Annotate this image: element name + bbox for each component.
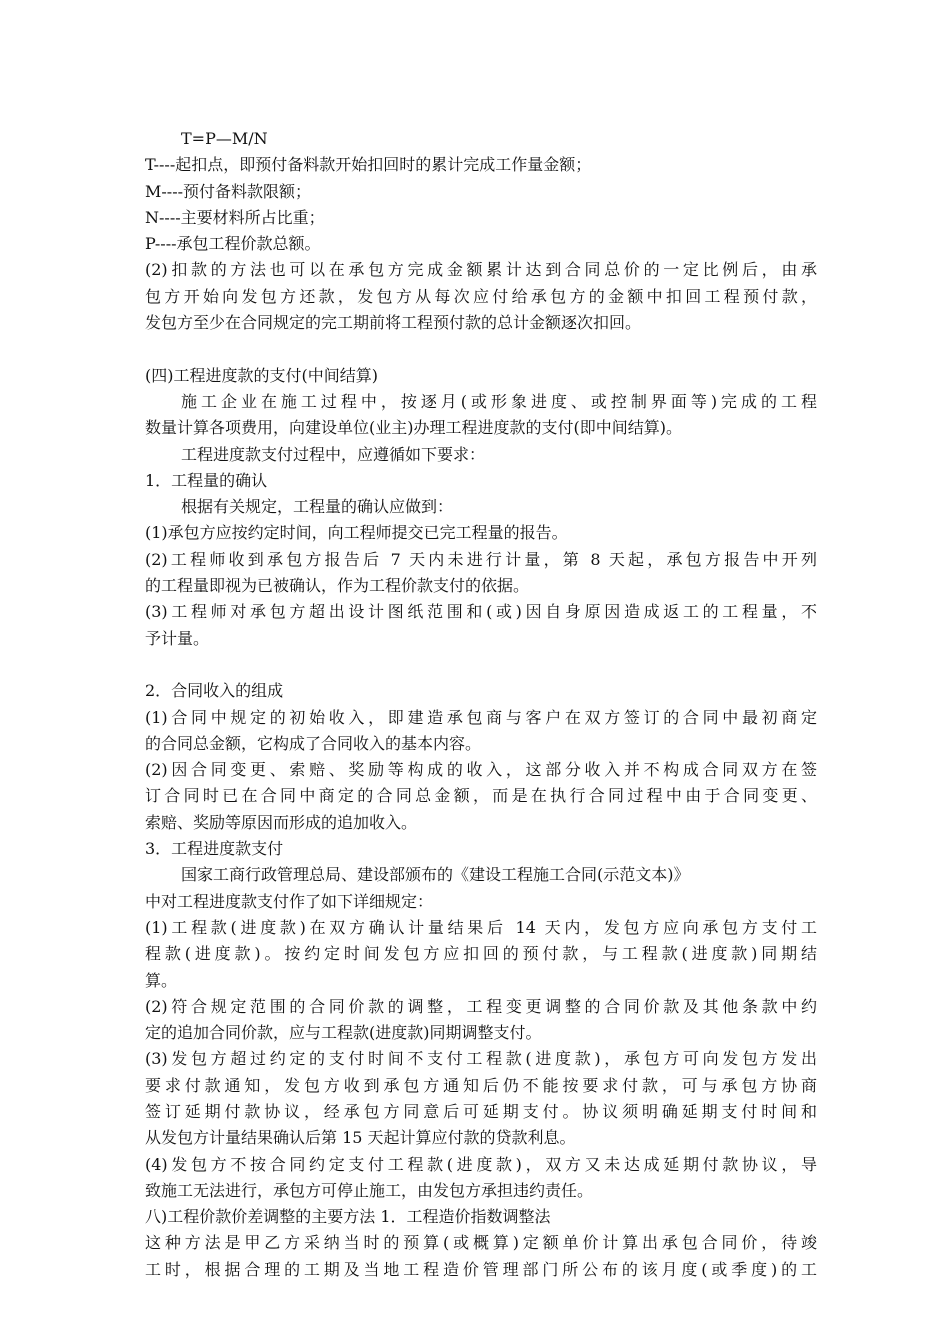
text-line: 致施工无法进行，承包方可停止施工，由发包方承担违约责任。 — [145, 1180, 594, 1200]
text-line: (4)发包方不按合同约定支付工程款(进度款)，双方又未达成延期付款协议，导 — [145, 1154, 817, 1174]
text-line: 算。 — [145, 970, 178, 990]
subsection-heading: 3．工程进度款支付 — [145, 839, 284, 859]
text-line: 包方开始向发包方还款，发包方从每次应付给承包方的金额中扣回工程预付款， — [145, 286, 817, 306]
text-line: 工程进度款支付过程中，应遵循如下要求： — [181, 444, 486, 464]
blank-line — [145, 336, 817, 362]
text-line: P----承包工程价款总额。 — [145, 234, 321, 254]
text-line: (2)符合规定范围的合同价款的调整，工程变更调整的合同价款及其他条款中约 — [145, 996, 817, 1016]
text-line: 予计量。 — [145, 628, 210, 648]
text-line: N----主要材料所占比重； — [145, 207, 325, 227]
text-line: 数量计算各项费用，向建设单位(业主)办理工程进度款的支付(即中间结算)。 — [145, 418, 682, 438]
text-line: 根据有关规定，工程量的确认应做到： — [181, 497, 454, 517]
text-line: 中对工程进度款支付作了如下详细规定： — [145, 891, 434, 911]
text-line: 的工程量即视为已被确认，作为工程价款支付的依据。 — [145, 576, 530, 596]
text-line: 国家工商行政管理总局、建设部颁布的《建设工程施工合同(示范文本)》 — [181, 865, 690, 885]
section-heading: (四)工程进度款的支付(中间结算) — [145, 365, 378, 385]
text-line: (1)合同中规定的初始收入，即建造承包商与客户在双方签订的合同中最初商定 — [145, 707, 817, 727]
text-line: 签订延期付款协议，经承包方同意后可延期支付。协议须明确延期支付时间和 — [145, 1101, 817, 1121]
text-line: (3)工程师对承包方超出设计图纸范围和(或)因自身原因造成返工的工程量，不 — [145, 602, 817, 622]
text-line: 订合同时已在合同中商定的合同总金额，而是在执行合同过程中由于合同变更、 — [145, 786, 817, 806]
text-line: 从发包方计量结果确认后第 15 天起计算应付款的贷款利息。 — [145, 1128, 576, 1148]
text-line: 工时，根据合理的工期及当地工程造价管理部门所公布的该月度(或季度)的工 — [145, 1259, 817, 1279]
text-line: 要求付款通知，发包方收到承包方通知后仍不能按要求付款，可与承包方协商 — [145, 1075, 817, 1095]
text-line: M----预付备料款限额； — [145, 181, 312, 201]
text-line: (2)因合同变更、索赔、奖励等构成的收入，这部分收入并不构成合同双方在签 — [145, 760, 817, 780]
text-line: 程款(进度款)。按约定时间发包方应扣回的预付款，与工程款(进度款)同期结 — [145, 944, 817, 964]
text-line: 这种方法是甲乙方采纳当时的预算(或概算)定额单价计算出承包合同价，待竣 — [145, 1233, 817, 1253]
text-line: (1)工程款(进度款)在双方确认计量结果后 14 天内，发包方应向承包方支付工 — [145, 917, 817, 937]
text-line: (2)工程师收到承包方报告后 7 天内未进行计量，第 8 天起，承包方报告中开列 — [145, 549, 817, 569]
text-line: 发包方至少在合同规定的完工期前将工程预付款的总计金额逐次扣回。 — [145, 313, 642, 333]
text-line: (2)扣款的方法也可以在承包方完成金额累计达到合同总价的一定比例后，由承 — [145, 260, 817, 280]
text-line: 索赔、奖励等原因而形成的追加收入。 — [145, 812, 418, 832]
text-line: 的合同总金额，它构成了合同收入的基本内容。 — [145, 733, 482, 753]
text-line: 定的追加合同价款，应与工程款(进度款)同期调整支付。 — [145, 1023, 542, 1043]
section-heading: 八)工程价款价差调整的主要方法 1．工程造价指数调整法 — [145, 1207, 551, 1227]
formula-line: T=P—M/N — [181, 129, 268, 148]
text-line: (3)发包方超过约定的支付时间不支付工程款(进度款)，承包方可向发包方发出 — [145, 1049, 817, 1069]
subsection-heading: 1．工程量的确认 — [145, 470, 268, 490]
text-line: (1)承包方应按约定时间，向工程师提交已完工程量的报告。 — [145, 523, 568, 543]
document-body — [145, 126, 817, 1283]
subsection-heading: 2．合同收入的组成 — [145, 681, 284, 701]
blank-line — [145, 652, 817, 678]
text-line: 施工企业在施工过程中，按逐月(或形象进度、或控制界面等)完成的工程 — [181, 391, 817, 411]
text-line: T----起扣点，即预付备料款开始扣回时的累计完成工作量金额； — [145, 155, 592, 175]
